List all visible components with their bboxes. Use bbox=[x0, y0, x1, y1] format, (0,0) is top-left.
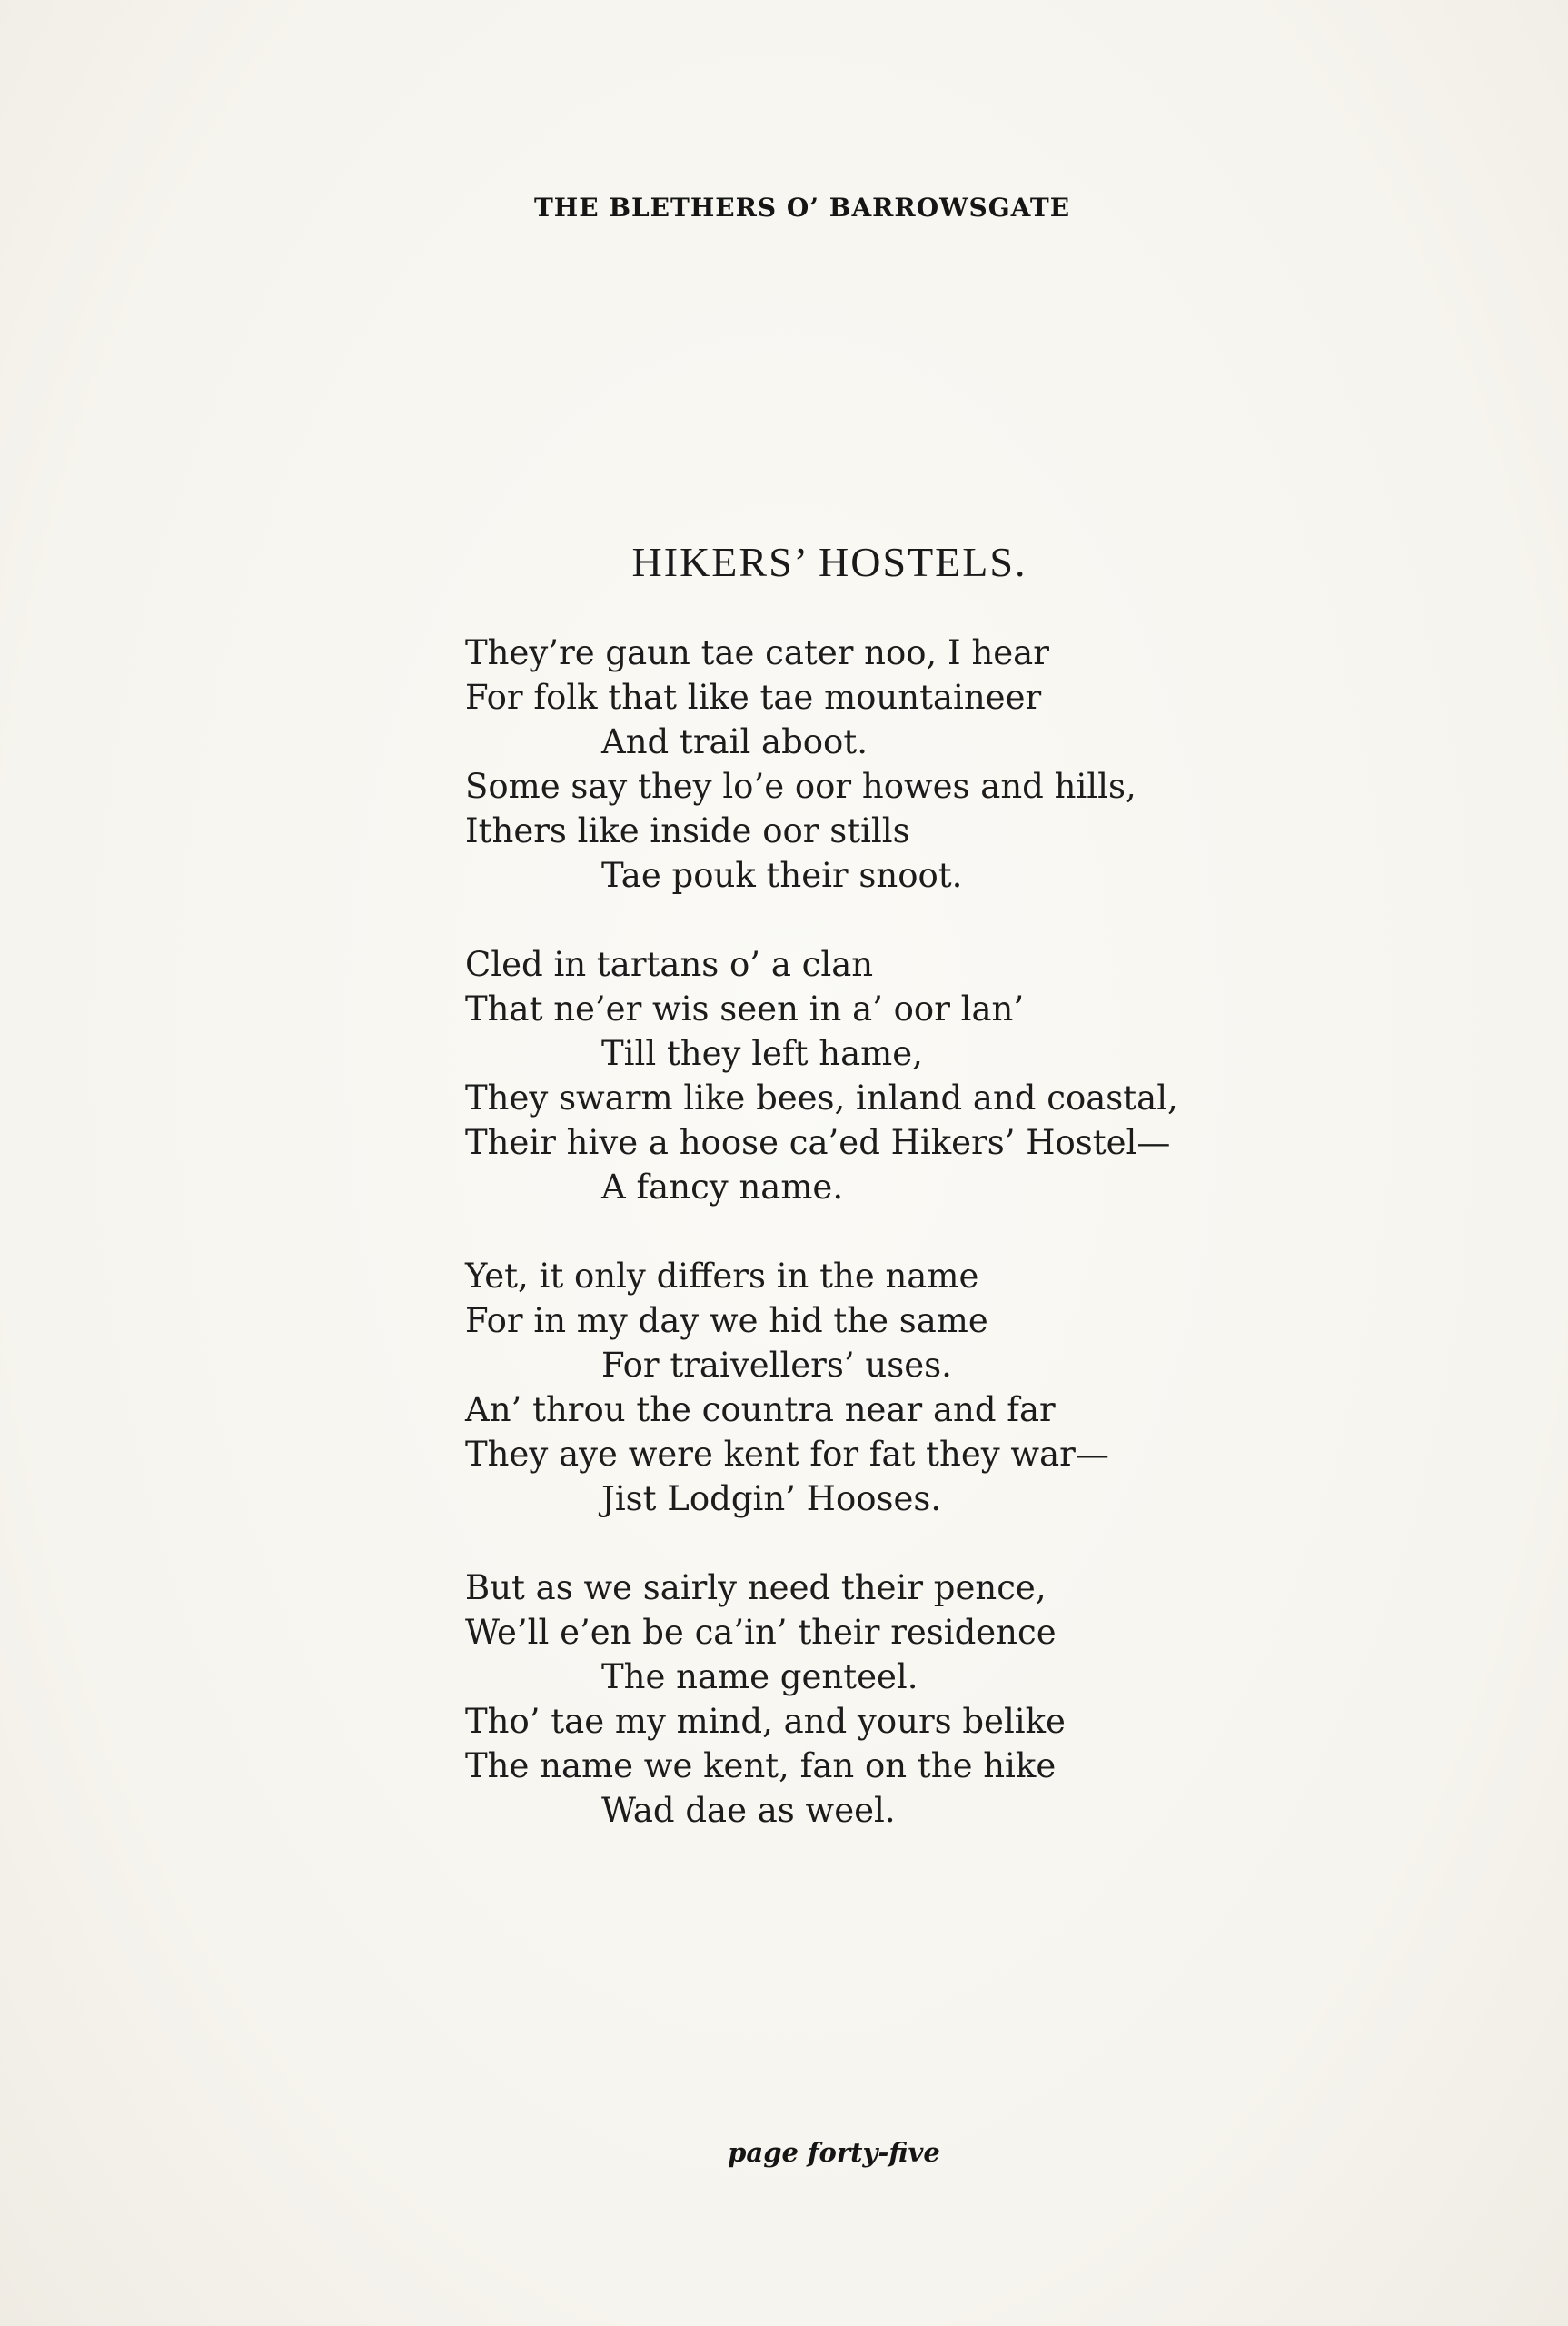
poem-line: The name we kent, fan on the hike bbox=[465, 1746, 1057, 1785]
poem-line: But as we sairly need their pence, bbox=[465, 1568, 1047, 1607]
poem-line: An’ throu the countra near and far bbox=[465, 1390, 1056, 1429]
poem-line: Cled in tartans o’ a clan bbox=[465, 945, 874, 984]
poem-line: They’re gaun tae cater noo, I hear bbox=[465, 633, 1049, 672]
poem-line: Some say they lo’e oor howes and hills, bbox=[465, 767, 1136, 806]
poem-line: We’ll e’en be ca’in’ their residence bbox=[465, 1613, 1057, 1652]
poem-line: For traivellers’ uses. bbox=[601, 1346, 952, 1385]
poem-line: The name genteel. bbox=[601, 1657, 918, 1696]
poem-line: Jist Lodgin’ Hooses. bbox=[601, 1479, 942, 1518]
poem-line: A fancy name. bbox=[601, 1168, 844, 1207]
poem-line: They swarm like bees, inland and coastal, bbox=[465, 1079, 1178, 1118]
stanza bbox=[465, 942, 1392, 1209]
poem-line: Their hive a hoose ca’ed Hikers’ Hostel— bbox=[465, 1123, 1171, 1162]
poem-line: They aye were kent for fat they war— bbox=[465, 1435, 1109, 1474]
poem-line: For folk that like tae mountaineer bbox=[465, 678, 1042, 717]
running-head: THE BLETHERS O’ BARROWSGATE bbox=[533, 193, 1071, 223]
poem-line: Tho’ tae my mind, and yours belike bbox=[465, 1702, 1066, 1741]
poem-line: That ne’er wis seen in a’ oor lan’ bbox=[465, 989, 1025, 1029]
poem-line: Ithers like inside oor stills bbox=[465, 811, 910, 850]
stanza bbox=[465, 1254, 1392, 1521]
poem-line: And trail aboot. bbox=[601, 722, 868, 761]
poem-body bbox=[465, 631, 1392, 1877]
stanza bbox=[465, 1566, 1392, 1833]
poem-line: For in my day we hid the same bbox=[465, 1301, 988, 1340]
poem-line: Wad dae as weel. bbox=[601, 1791, 896, 1830]
poem-line: Yet, it only differs in the name bbox=[465, 1257, 979, 1296]
poem-title: HIKERS’ HOSTELS. bbox=[631, 539, 1027, 585]
page-number: page forty-five bbox=[728, 2137, 940, 2168]
poem-line: Till they left hame, bbox=[601, 1034, 923, 1073]
poem-line: Tae pouk their snoot. bbox=[601, 856, 963, 895]
stanza bbox=[465, 631, 1392, 898]
